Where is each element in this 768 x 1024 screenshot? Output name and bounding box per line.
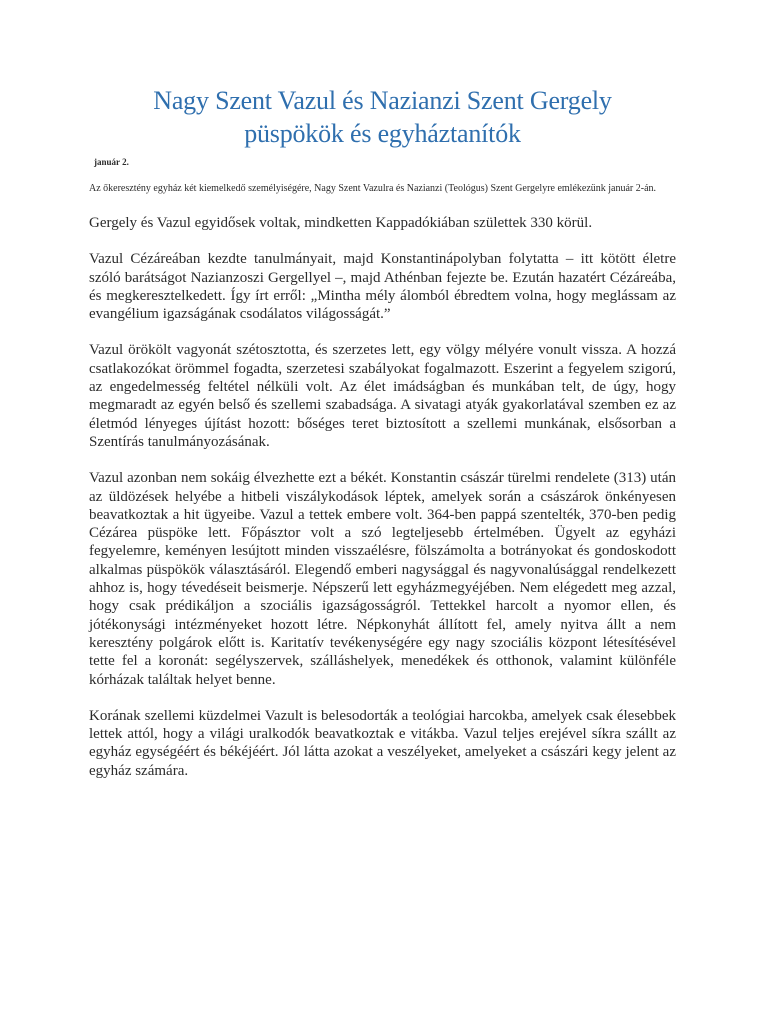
paragraph-1: Gergely és Vazul egyidősek voltak, mindketten Kappadókiában születtek 330 körül.	[89, 215, 593, 231]
document-page	[89, 84, 676, 798]
document-title	[89, 84, 676, 150]
intro-paragraph: Az őkeresztény egyház két kiemelkedő személyiségére, Nagy Szent Vazulra és Nazianzi (Teológus) Szent Gergelyre emlékezünk január 2-án.	[89, 183, 657, 194]
paragraph-3: Vazul örökölt vagyonát szétosztotta, és szerzetes lett, egy völgy mélyére vonult vissza. A hozzá csatlakozókat örömmel fogadta, szerzetesi szabályokat fogalmazott. Eszerint a fegyelem szigorú, az engedelmesség feltétel nélküli volt. Az élet imádságban és munkában telt, de úgy, hogy megmaradt az egyén belső és szellemi szabadsága. A sivatagi atyák gyakorlatával szemben ez az életmód lényeges újítást hozott: bőséges teret biztosított a szellemi munkának, elsősorban a Szentírás tanulmányozásának.	[89, 342, 676, 450]
paragraph-2: Vazul Cézáreában kezdte tanulmányait, majd Konstantinápolyban folytatta – itt kötött életre szóló barátságot Nazianzoszi Gergellyel –, majd Athénban fejezte be. Ezután hazatért Cézáreába, és megkeresztelkedett. Így írt erről: „Mintha mély álomból ébredtem volna, hogy meglássam az evangélium igazságának csodálatos világosságát.”	[89, 251, 676, 323]
paragraph-4: Vazul azonban nem sokáig élvezhette ezt a békét. Konstantin császár türelmi rendelete (313) után az üldözések helyébe a hitbeli viszálykodások léptek, amelyek során a császárok önkényesen beavatkoztak a hit ügyeibe. Vazul a tettek embere volt. 364-ben pappá szentelték, 370-ben pedig Cézárea püspöke lett. Főpásztor volt a szó legteljesebb értelmében. Ügyelt az egyházi fegyelemre, keményen lesújtott minden visszaélésre, fölszámolta a botrányokat és gondoskodott alkalmas püspökök választásáról. Elegendő emberi nagysággal és nagyvonalúsággal rendelkezett ahhoz is, hogy tévedéseit beismerje. Népszerű lett egyházmegyéjében. Nem elégedett meg azzal, hogy csak prédikáljon a szociális igazságosságról. Tettekkel harcolt a nyomor ellen, és jótékonysági intézményeket hozott létre. Népkonyhát állított fel, amely nyitva állt a nem keresztény polgárok előtt is. Karitatív tevékenységére egy nagy szociális központ létesítésével tette fel a koronát: segélyszervek, szálláshelyek, menedékek és otthonok, valamint különféle kórházak találtak helyet benne.	[89, 470, 676, 688]
title-line-1: Nagy Szent Vazul és Nazianzi Szent Gergely	[153, 86, 612, 115]
title-line-2: püspökök és egyháztanítók	[244, 119, 521, 148]
feast-date: január 2.	[94, 157, 129, 167]
body-text	[89, 214, 676, 780]
paragraph-5: Korának szellemi küzdelmei Vazult is belesodorták a teológiai harcokba, amelyek csak élesebbek lettek attól, hogy a világi uralkodók beavatkoztak e vitákba. Vazul teljes erejével síkra szállt az egyház egységéért és békéjéért. Jól látta azokat a veszélyeket, amelyeket a császári kegy jelent az egyház számára.	[89, 707, 676, 779]
